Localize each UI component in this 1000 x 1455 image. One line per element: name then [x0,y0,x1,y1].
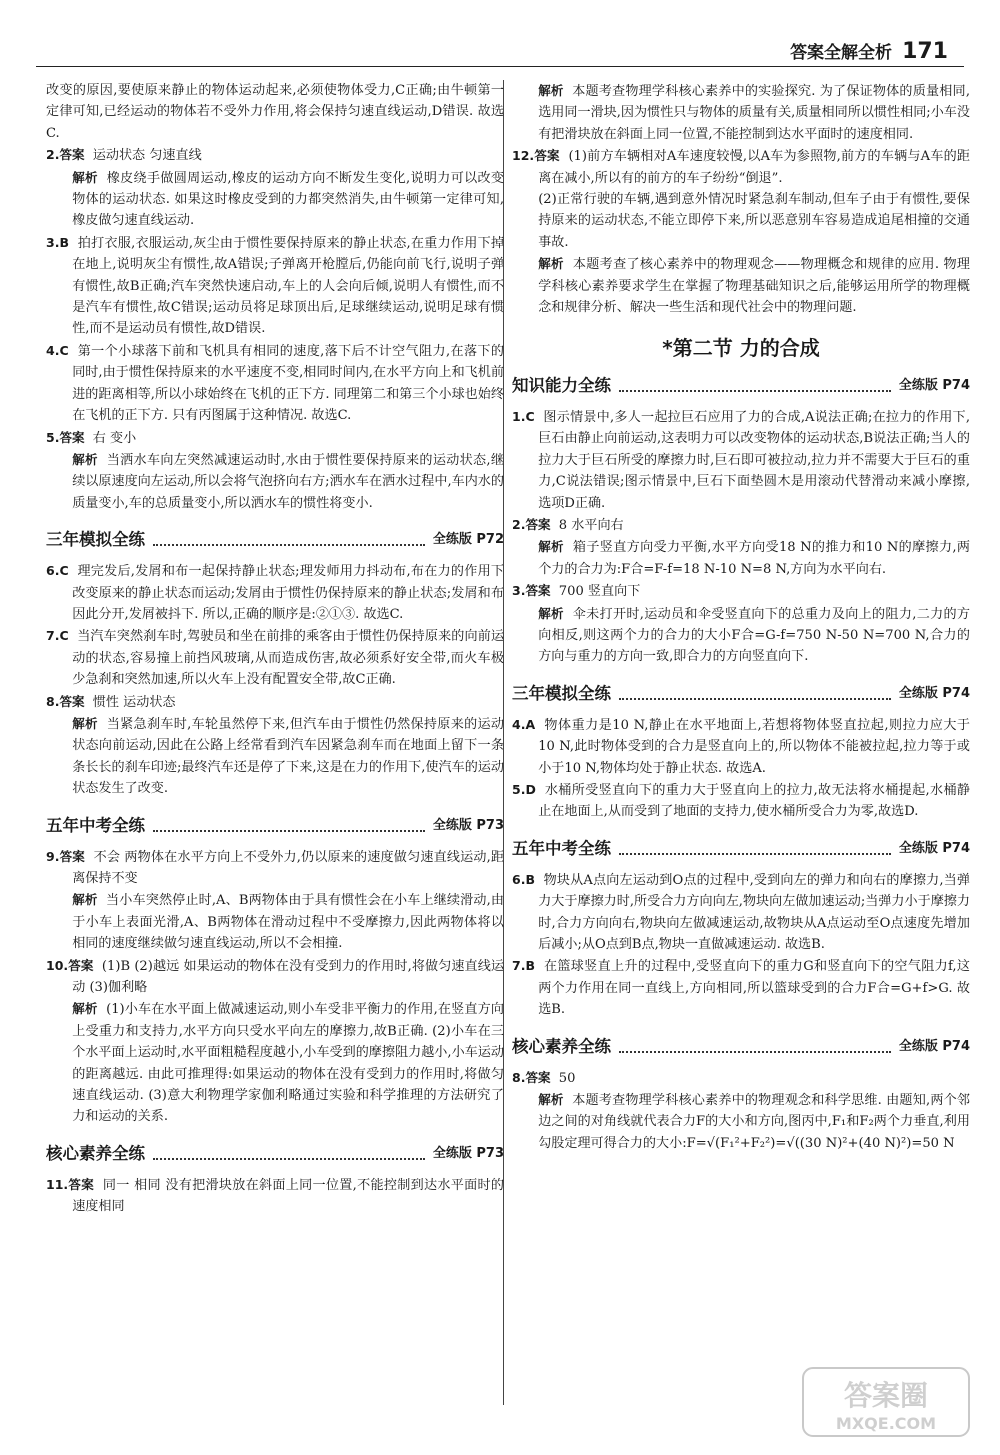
question-12-analysis: 解析 本题考查了核心素养中的物理观念——物理概念和规律的应用. 物理学科核心素养要求学生在掌握了物理基础知识之后,能够运用所学的物理概念和规律分析、解决一些生活和现代社会中的物理问题. [538,256,970,316]
question-2-analysis: 解析 橡皮绕手做圆周运动,橡皮的运动方向不断发生变化,说明力可以改变物体的运动状态. 如果这时橡皮受到的力都突然消失,由牛顿第一定律可知,橡皮做匀速直线运动. [72,169,504,229]
question-5b: 5.D 水桶所受竖直向下的重力大于竖直向上的拉力,故无法将水桶提起,水桶静止在地面上,从而受到了地面的支持力,使水桶所受合力为零,故选D. [512,781,970,820]
right-column [512,80,970,1154]
question-8b-analysis: 解析 本题考查物理学科核心素养中的物理观念和科学思维. 由题知,两个邻边之间的对角线就代表合力F的大小和方向,图丙中,F₁和F₂两个力垂直,利用勾股定理可得合力的大小:F=√(F₁²+F₂²)=√((30 N)²+(40 N)²)=50 N [538,1092,970,1151]
question-2: 2.答案 运动状态 匀速直线 [46,147,202,164]
question-5-analysis: 解析 当洒水车向左突然减速运动时,水由于惯性要保持原来的运动状态,继续以原速度向左运动,所以会将气泡挤向右方;洒水车在洒水过程中,车内水的质量变小,车的总质量变小,所以洒水车的惯性将变小. [72,451,504,511]
question-7b: 7.B 在篮球竖直上升的过程中,受竖直向下的重力G和竖直向下的空气阻力f,这两个力作用在同一直线上,方向相同,所以篮球受到的合力F合=G+f>G. 故选B. [512,958,971,1018]
question-1: 1.C 图示情景中,多人一起拉巨石应用了力的合成,A说法正确;在拉力的作用下,巨石由静止向前运动,这表明力可以改变物体的运动状态,B说法正确;当人的拉力大于巨石所受的摩擦力时,巨石即可被拉动,拉力并不需要大于巨石的重力,C说法错误;图示情景中,巨石下面垫圆木是用滚动代替滑动来减小摩擦,选项D正确. [512,408,970,511]
question-2b: 2.答案 8 水平向右 [512,516,624,533]
section-heading-hexin: 核心素养全练 全练版 P73 [46,1144,504,1164]
section-heading-hexin-2: 核心素养全练 全练版 P74 [512,1036,970,1056]
watermark-logo [802,1367,970,1437]
question-7: 7.C 当汽车突然刹车时,驾驶员和坐在前排的乘客由于惯性仍保持原来的向前运动的状态,容易撞上前挡风玻璃,从而造成伤害,故必须系好安全带,而火车极少急刹和突然加速,所以火车上没有配置安全带,故C正确. [46,628,504,688]
svg-text:答案圈: 答案圈 [843,1379,929,1412]
section-heading-wunian: 五年中考全练 全练版 P73 [46,815,504,835]
section-heading-sannian-2: 三年模拟全练 全练版 P74 [512,684,970,704]
page-number: 171 [902,39,948,64]
question-4: 4.C 第一个小球落下前和飞机具有相同的速度,落下后不计空气阻力,在落下的同时,由于惯性保持原来的水平速度不变,相同时间内,在水平方向上和飞机前进的距离相等,所以小球始终在飞机的正下方. 同理第二和第三个小球也始终在飞机的正下方. 只有丙图属于这种情况. 故选C. [46,342,504,424]
question-3b: 3.答案 700 竖直向下 [512,583,641,600]
header-divider [36,66,964,67]
question-8b: 8.答案 50 [512,1069,576,1086]
question-6b: 6.B 物块从A点向左运动到O点的过程中,受到向左的弹力和向右的摩擦力,当弹力大于摩擦力时,所受合力方向向左,物块向左做加速运动;当弹力小于摩擦力时,合力方向向右,物块向左做减速运动,故物块从A点运动至O点速度先增加后减小;从O点到B点,物块一直做减速运动. 故选B. [512,871,971,952]
question-12-answer-2: (2)正常行驶的车辆,遇到意外情况时紧急刹车制动,但车子由于有惯性,要保持原来的运动状态,不能立即停下来,所以恶意别车容易造成追尾相撞的交通事故. [538,192,970,250]
intro-paragraph: 改变的原因,要使原来静止的物体运动起来,必须使物体受力,C正确;由牛顿第一定律可知,已经运动的物体若不受外力作用,将会保持匀速直线运动,D错误. 故选C. [46,83,504,141]
question-3b-analysis: 解析 伞未打开时,运动员和伞受竖直向下的总重力及向上的阻力,二力的方向相反,则这两个力的合力的大小F合=G-f=750 N-50 N=700 N,合力的方向与重力的方向一致,即合力的方向竖直向下. [538,605,970,665]
question-10: 10.答案 (1)B (2)越远 如果运动的物体在没有受到力的作用时,将做匀速直线运动 (3)伽利略 [46,957,504,996]
question-10-analysis: 解析 (1)小车在水平面上做减速运动,则小车受非平衡力的作用,在竖直方向上受重力和支持力,水平方向只受水平向左的摩擦力,故B正确. (2)小车在三个水平面上运动时,水平面粗糙程度越小,小车受到的摩擦阻力越小,小车运动的距离越远. 由此可推理得:如果运动的物体在没有受到力的作用时,将做匀速直线运动. (3)意大利物理学家伽利略通过实验和科学推理的方法研究了力和运动的关系. [72,1001,504,1125]
left-column [46,80,504,1218]
section-heading-zhishi: 知识能力全练 全练版 P74 [512,376,970,396]
question-9-analysis: 解析 当小车突然停止时,A、B两物体由于具有惯性会在小车上继续滑动,由于小车上表面光滑,A、B两物体在滑动过程中不受摩擦力,因此两物体将以相同的速度继续做匀速直线运动,所以不会相撞. [72,892,504,952]
section-heading-sannian: 三年模拟全练 全练版 P72 [46,530,504,550]
chapter-title: *第二节 力的合成 [662,336,820,361]
question-2b-analysis: 解析 箱子竖直方向受力平衡,水平方向受18 N的推力和10 N的摩擦力,两个力的合力为:F合=F-f=18 N-10 N=8 N,方向为水平向右. [538,539,970,577]
question-9: 9.答案 不会 两物体在水平方向上不受外力,仍以原来的速度做匀速直线运动,距离保持不变 [46,848,504,886]
question-6: 6.C 理完发后,发屑和布一起保持静止状态;理发师用力抖动布,布在力的作用下改变原来的静止状态而运动;发屑由于惯性仍保持原来的静止状态;发屑和布因此分开,发屑被抖下. 所以,正确的顺序是:②①③. 故选C. [46,563,505,622]
page-header [790,38,948,64]
section-heading-wunian-2: 五年中考全练 全练版 P74 [512,839,970,859]
question-8: 8.答案 惯性 运动状态 [46,693,176,710]
question-3: 3.B 拍打衣服,衣服运动,灰尘由于惯性要保持原来的静止状态,在重力作用下掉在地上,说明灰尘有惯性,故A错误;子弹离开枪膛后,仍能向前飞行,说明子弹有惯性,故B正确;汽车突然快速启动,车上的人会向后倾,说明人有惯性,而不是汽车有惯性,故C错误;运动员将足球顶出后,足球继续运动,说明足球有惯性,而不是运动员有惯性,故D错误. [46,234,504,337]
svg-text:MXQE.COM: MXQE.COM [835,1414,937,1433]
question-12: 12.答案 (1)前方车辆相对A车速度较慢,以A车为参照物,前方的车辆与A车的距离在减小,所以有的前方的车子纷纷“倒退”. [512,148,970,186]
question-5: 5.答案 右 变小 [46,429,137,446]
question-11-analysis: 解析 本题考查物理学科核心素养中的实验探究. 为了保证物体的质量相同,选用同一滑块,因为惯性只与物体的质量有关,质量相同所以惯性相同;小车没有把滑块放在斜面上同一位置,不能控制到达水平面时的速度相同. [538,83,970,142]
header-title: 答案全解全析 [790,43,893,63]
question-4b: 4.A 物体重力是10 N,静止在水平地面上,若想将物体竖直拉起,则拉力应大于10 N,此时物体受到的合力是竖直向上的,所以物体不能被拉起,拉力等于或小于10 N,物体均处于静止状态. 故选A. [512,716,970,776]
question-11: 11.答案 同一 相同 没有把滑块放在斜面上同一位置,不能控制到达水平面时的速度相同 [46,1176,504,1215]
question-8-analysis: 解析 当紧急刹车时,车轮虽然停下来,但汽车由于惯性仍然保持原来的运动状态向前运动,因此在公路上经常看到汽车因紧急刹车而在地面上留下一条条长长的刹车印迹;最终汽车还是停了下来,这是在力的作用下,使汽车的运动状态发生了改变. [72,715,504,797]
